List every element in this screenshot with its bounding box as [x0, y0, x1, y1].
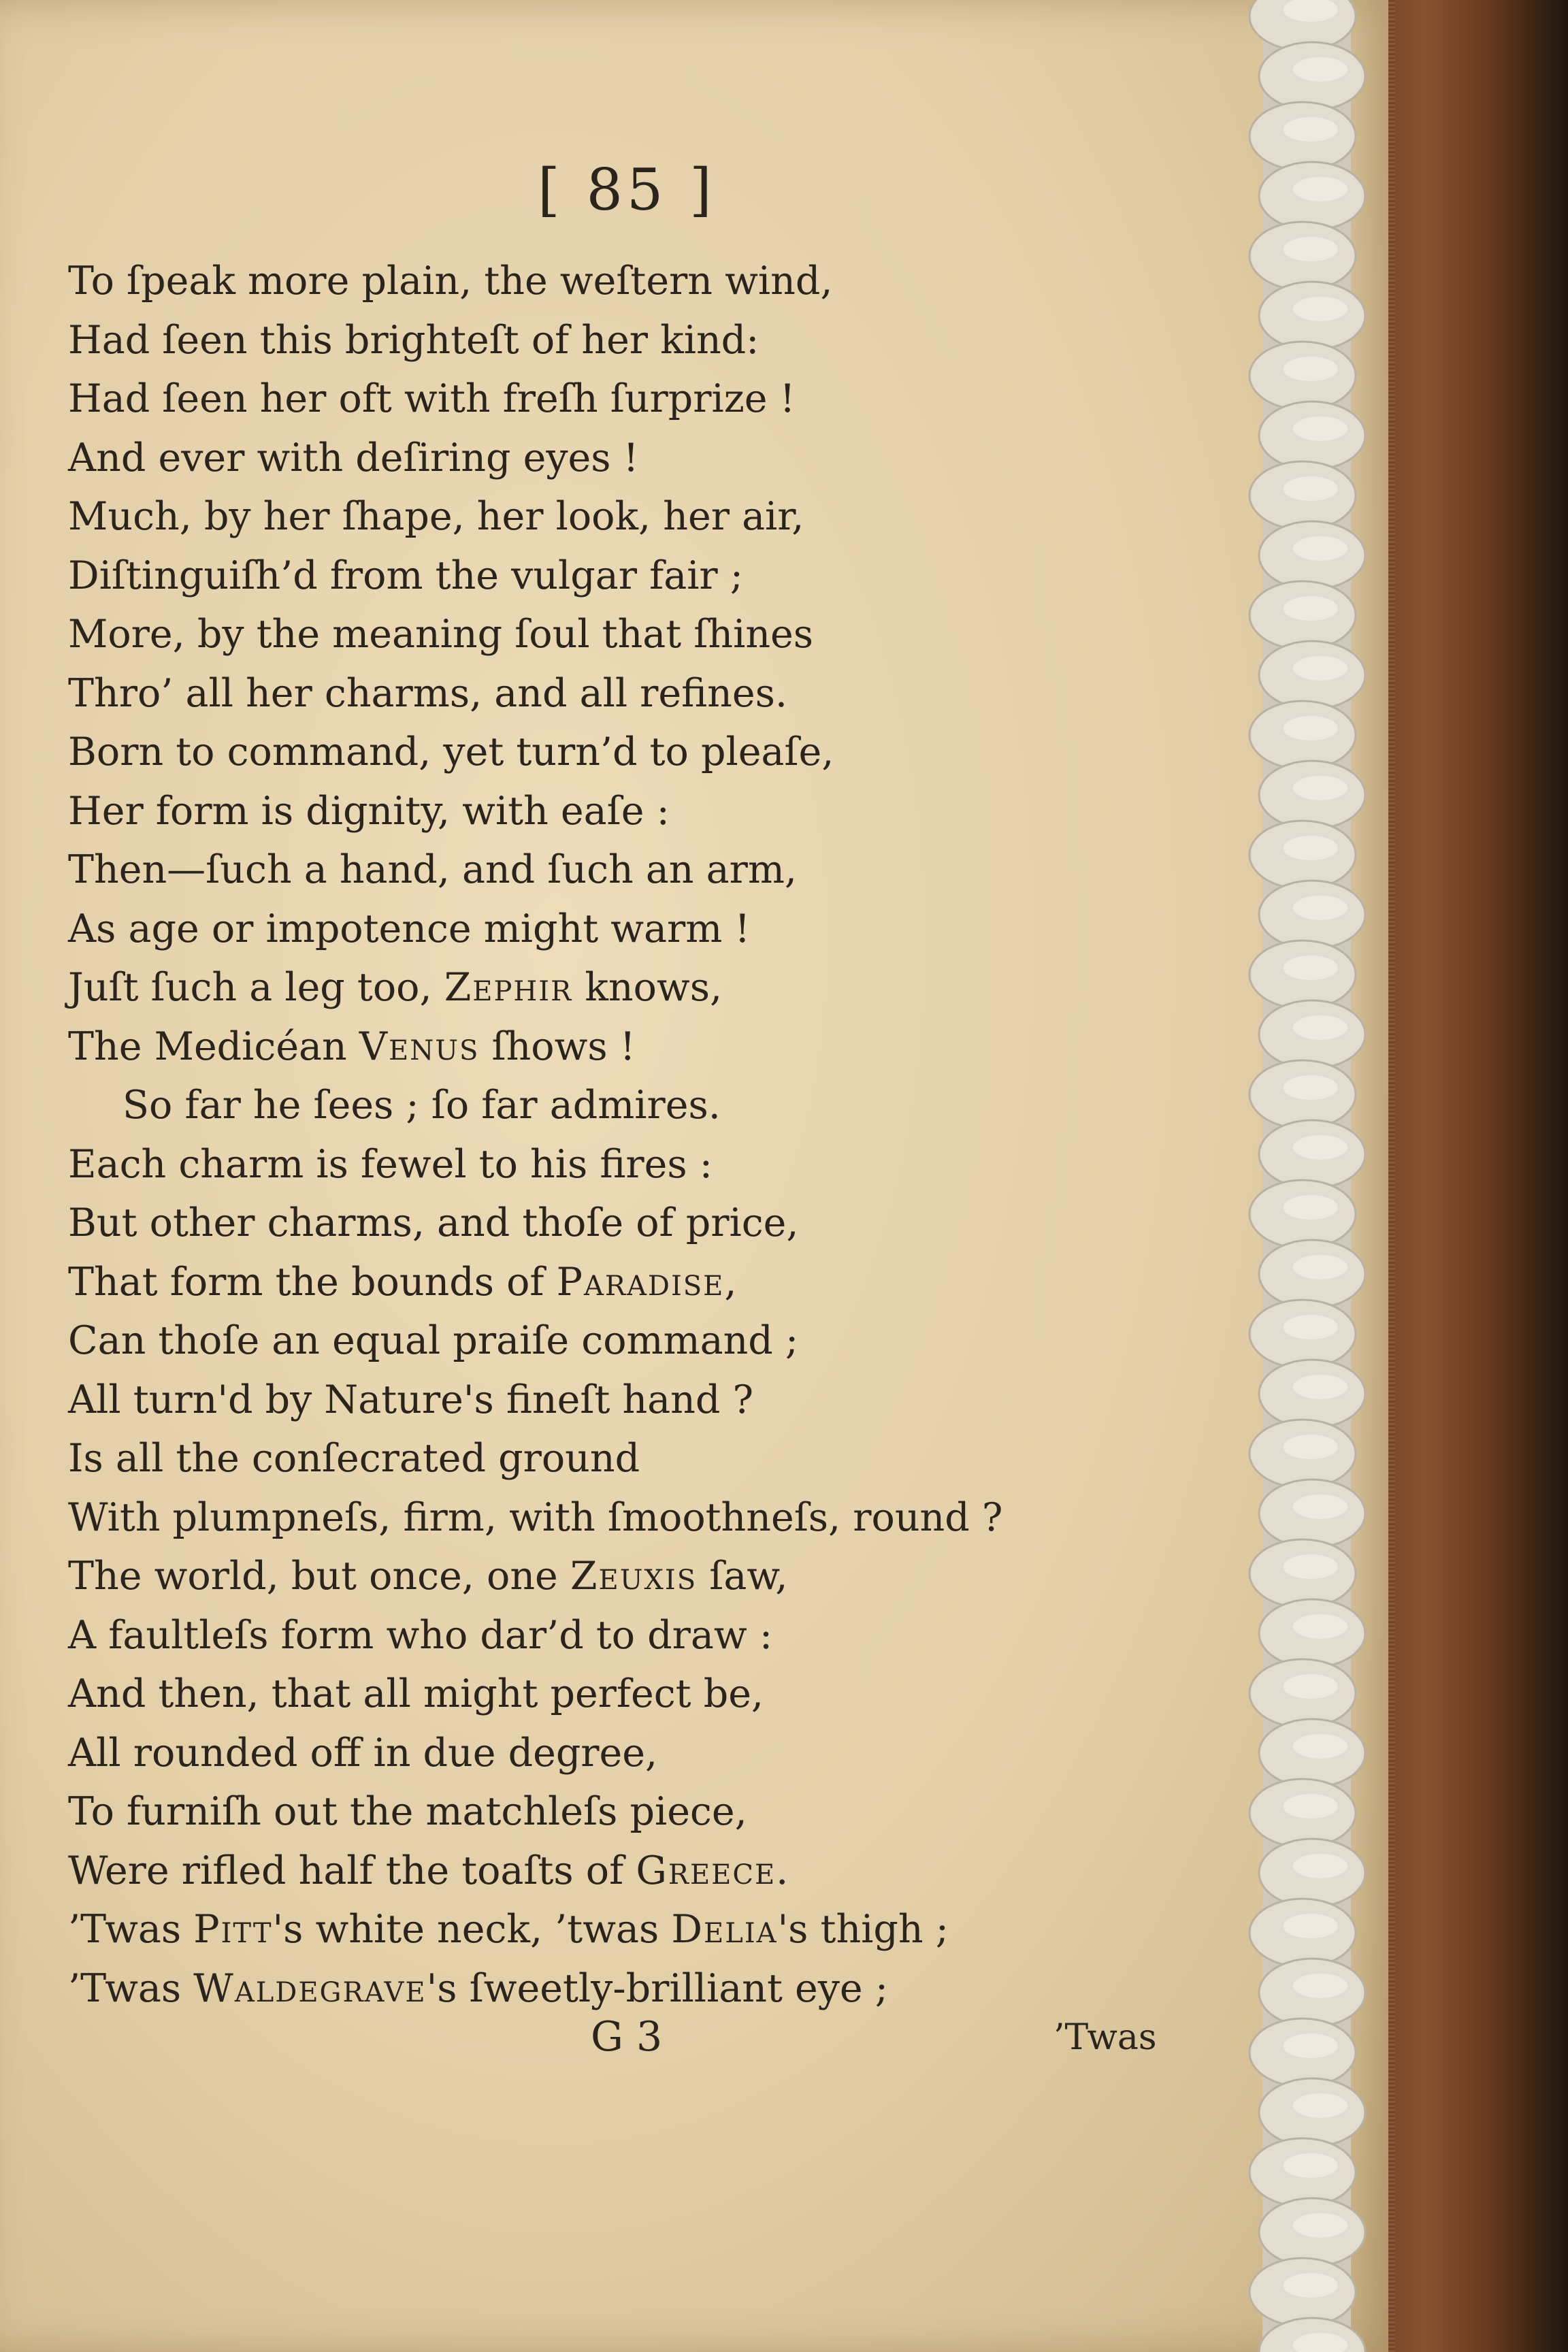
line-text: More, by the meaning ſoul that ſhines	[68, 612, 814, 657]
line-text: All rounded off in due degree,	[68, 1730, 658, 1776]
poem-line	[68, 840, 1002, 900]
poem-line	[68, 1842, 1002, 1901]
line-text: 's white neck, ’twas	[272, 1907, 672, 1952]
ribbon-highlight	[1284, 956, 1338, 980]
line-text: The world, but once, one	[68, 1554, 570, 1599]
line-text: Each charm is fewel to his fires :	[68, 1141, 713, 1187]
line-text: Is all the conſecrated ground	[68, 1436, 640, 1481]
ribbon-highlight	[1284, 716, 1338, 740]
ribbon-highlight	[1284, 596, 1338, 621]
poem-line	[68, 311, 1002, 370]
line-text: And ever with deſiring eyes !	[68, 435, 639, 480]
small-caps-name: Delia	[671, 1907, 778, 1952]
ribbon-highlight	[1293, 1494, 1348, 1519]
poem-line	[68, 782, 1002, 841]
line-text: 's ſweetly-brilliant eye ;	[426, 1965, 888, 2011]
ribbon-highlight	[1293, 1255, 1348, 1279]
poem-line	[68, 1782, 1002, 1842]
line-text: All turn'd by Nature's fineſt hand ?	[68, 1377, 754, 1422]
line-text: Her form is dignity, with eaſe :	[68, 788, 670, 834]
ribbon-highlight	[1293, 177, 1348, 201]
line-text: Thro’ all her charms, and all refines.	[68, 670, 787, 716]
line-text: And then, that all might perfect be,	[68, 1671, 764, 1716]
small-caps-name: Zeuxis	[570, 1554, 698, 1599]
ribbon-highlight	[1293, 776, 1348, 800]
line-text: But other charms, and thoſe of price,	[68, 1200, 799, 1245]
line-text: ſhows !	[479, 1024, 636, 1069]
ribbon-bookmark	[1235, 0, 1378, 2352]
ribbon-highlight	[1293, 1974, 1348, 1998]
small-caps-name: Paradise,	[556, 1259, 738, 1305]
poem-line	[68, 958, 1002, 1017]
poem-line	[68, 1488, 1002, 1548]
poem-line	[68, 429, 1002, 488]
poem-line	[68, 487, 1002, 546]
poem-line	[68, 1135, 1002, 1194]
poem-line	[68, 1724, 1002, 1783]
ribbon-highlight	[1293, 1375, 1348, 1399]
line-text: Juſt ſuch a leg too,	[68, 965, 444, 1010]
ribbon-highlight	[1293, 1015, 1348, 1040]
poem-line	[68, 723, 1002, 782]
ribbon-highlight	[1284, 2153, 1338, 2178]
ribbon-highlight	[1293, 1614, 1348, 1639]
poem-line	[68, 1017, 1002, 1077]
ribbon-highlight	[1284, 237, 1338, 261]
line-text: ’Twas	[68, 1907, 194, 1952]
ribbon-highlight	[1293, 896, 1348, 920]
poem-line	[68, 1076, 1002, 1135]
ribbon-highlight	[1293, 2093, 1348, 2118]
line-text: knows,	[572, 965, 723, 1010]
poem-line	[68, 1429, 1002, 1488]
line-text: As age or impotence might warm !	[68, 906, 751, 951]
poem-line	[68, 900, 1002, 959]
line-text: Born to command, yet turn’d to pleaſe,	[68, 730, 834, 774]
page-number: [ 85 ]	[538, 157, 716, 223]
ribbon-highlight	[1284, 357, 1338, 381]
book-binding-edge	[1361, 0, 1568, 2352]
poem-line	[68, 370, 1002, 429]
ribbon-highlight	[1284, 1315, 1338, 1339]
ribbon-highlight	[1293, 536, 1348, 561]
line-text: The Medicéan	[68, 1024, 359, 1069]
line-text: With plumpneſs, firm, with ſmoothneſs, round ?	[68, 1494, 1003, 1540]
ribbon-highlight	[1293, 416, 1348, 441]
ribbon-highlight	[1293, 656, 1348, 681]
ribbon-highlight	[1293, 1734, 1348, 1759]
poem-line	[68, 546, 1002, 606]
poem-line	[68, 1194, 1002, 1253]
ribbon-highlight	[1293, 1135, 1348, 1160]
line-text: Were rifled half the toaſts of	[68, 1848, 636, 1893]
line-text: ’Twas	[68, 1965, 194, 2011]
ribbon-highlight	[1284, 1794, 1338, 1818]
ribbon-highlight	[1293, 1854, 1348, 1878]
line-text: Then—ſuch a hand, and ſuch an arm,	[68, 847, 798, 892]
small-caps-name: Zephir	[444, 965, 573, 1010]
small-caps-name: Pitt	[193, 1907, 273, 1952]
line-text: 's thigh ;	[777, 1907, 949, 1952]
ribbon-highlight	[1293, 57, 1348, 82]
ribbon-highlight	[1284, 1674, 1338, 1699]
line-text: Much, by her ſhape, her look, her air,	[68, 494, 804, 539]
ribbon-highlight	[1293, 2213, 1348, 2238]
poem-lines	[68, 252, 1002, 2018]
poem-line	[68, 1371, 1002, 1430]
poem-line	[68, 1311, 1002, 1371]
ribbon-highlight	[1284, 476, 1338, 501]
line-text: Can thoſe an equal praiſe command ;	[68, 1318, 799, 1363]
line-text: That form the bounds of	[68, 1259, 557, 1305]
poem-line	[68, 1547, 1002, 1606]
ribbon-highlight	[1284, 1435, 1338, 1459]
catchword: ’Twas	[1054, 2017, 1157, 2058]
poem-line	[68, 252, 1002, 311]
ribbon-highlight	[1293, 297, 1348, 321]
poem-line	[68, 1253, 1002, 1312]
small-caps-name: Venus	[359, 1024, 480, 1069]
ribbon-highlight	[1284, 2034, 1338, 2058]
poem-line	[68, 1606, 1002, 1665]
ribbon-highlight	[1284, 1914, 1338, 1938]
ribbon-highlight	[1284, 1195, 1338, 1220]
signature-mark: G 3	[591, 2013, 663, 2061]
small-caps-name: Greece.	[636, 1848, 790, 1893]
line-text: Had ſeen this brighteſt of her kind:	[68, 317, 760, 363]
line-text: Had ſeen her oft with freſh ſurprize !	[68, 376, 796, 421]
poem-line	[68, 664, 1002, 723]
line-text: To ſpeak more plain, the weſtern wind,	[68, 259, 833, 304]
line-text: To furniſh out the matchleſs piece,	[68, 1789, 747, 1834]
line-text: A faultleſs form who dar’d to draw :	[68, 1612, 773, 1658]
ribbon-highlight	[1284, 836, 1338, 860]
poem-line	[68, 1900, 1002, 1959]
line-text: Diſtinguiſh’d from the vulgar fair ;	[68, 553, 743, 598]
ribbon-highlight	[1284, 1075, 1338, 1100]
ribbon-bookmark-drawing	[1235, 0, 1378, 2352]
line-text: So far he ſees ; ſo far admires.	[122, 1083, 721, 1128]
ribbon-highlight	[1284, 117, 1338, 142]
ribbon-highlight	[1284, 2273, 1338, 2298]
line-text: ſaw,	[697, 1554, 788, 1599]
poem-line	[68, 1959, 1002, 2019]
poem-line	[68, 605, 1002, 664]
ribbon-highlight	[1284, 1554, 1338, 1579]
poem-line	[68, 1665, 1002, 1724]
small-caps-name: Waldegrave	[193, 1965, 427, 2011]
